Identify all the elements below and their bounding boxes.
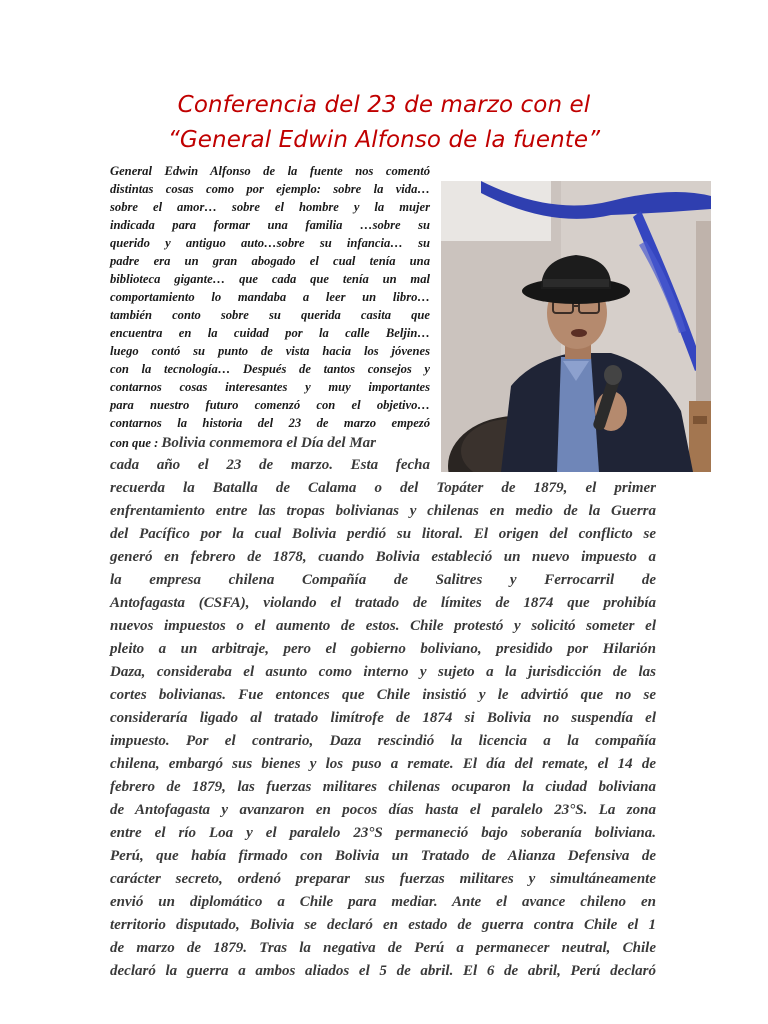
text-line: Perú, que había firmado con Bolivia un Tratado de Alianza Defensiva de (110, 848, 656, 864)
text-line: impuesto. Por el contrario, Daza rescindió la licencia a la compañía (110, 733, 656, 749)
text-line: indicada para formar una familia …sobre su (110, 218, 430, 232)
text-line: General Edwin Alfonso de la fuente nos comentó (110, 164, 430, 178)
text-line: febrero de 1879, las fuerzas militares chilenas ocuparon la ciudad boliviana (110, 779, 656, 795)
text-line: sobre el amor… sobre el hombre y la mujer (110, 200, 430, 214)
text-line: querido y antiguo auto…sobre su infancia… su (110, 236, 430, 250)
text-line: encuentra en la cuidad por la calle Beljin… (110, 326, 430, 340)
document-title-line-1: Conferencia del 23 de marzo con el (177, 92, 591, 118)
text-line-small-part: con que : (110, 436, 162, 450)
text-line: contarnos la historia del 23 de marzo empezó (110, 416, 430, 430)
text-line: comportamiento lo mandaba a leer un libro… (110, 290, 430, 304)
text-line: también conto sobre su querida casita que (110, 308, 430, 322)
text-line: distintas cosas como por ejemplo: sobre la vida… (110, 182, 430, 196)
text-line: generó en febrero de 1878, cuando Bolivia estableció un nuevo impuesto a (110, 549, 656, 565)
text-line: para nuestro futuro comenzó con el objetivo… (110, 398, 430, 412)
text-line-large-part: Bolivia conmemora el Día del Mar (161, 435, 376, 451)
document-title-line-2: “General Edwin Alfonso de la fuente” (167, 127, 601, 153)
speaker-photo (441, 181, 711, 472)
text-line: Antofagasta (CSFA), violando el tratado de límites de 1874 que prohibía (110, 595, 656, 611)
text-line: consideraría ligado al tratado limítrofe de 1874 si Bolivia no suspendía el (110, 710, 656, 726)
text-line: Daza, consideraba el asunto como interno y sujeto a la jurisdicción de las (110, 664, 656, 680)
text-line: envió un diplomático a Chile para mediar. Ante el avance chileno en (110, 894, 656, 910)
text-line: declaró la guerra a ambos aliados el 5 de abril. El 6 de abril, Perú declaró (110, 963, 656, 979)
text-line: chilena, embargó sus bienes y los puso a remate. El día del remate, el 14 de (110, 756, 656, 772)
text-line: entre el río Loa y el paralelo 23°S permaneció bajo soberanía boliviana. (110, 825, 656, 841)
text-line: enfrentamiento entre las tropas bolivianas y chilenas en medio de la Guerra (110, 503, 656, 519)
text-line: con la tecnología… Después de tantos consejos y (110, 362, 430, 376)
text-line: del Pacífico por la cual Bolivia perdió su litoral. El origen del conflicto se (110, 526, 656, 542)
text-line: cada año el 23 de marzo. Esta fecha (110, 457, 430, 473)
text-line: recuerda la Batalla de Calama o del Topáter de 1879, el primer (110, 480, 656, 496)
text-line: la empresa chilena Compañía de Salitres y Ferrocarril de (110, 572, 656, 588)
text-line: carácter secreto, ordenó preparar sus fuerzas militares y simultáneamente (110, 871, 656, 887)
text-line: luego contó su punto de vista hacia los jóvenes (110, 344, 430, 358)
text-line: nuevos impuestos o el aumento de estos. Chile protestó y solicitó someter el (110, 618, 656, 634)
text-line: padre era un gran abogado el cual tenía una (110, 254, 430, 268)
text-line: de marzo de 1879. Tras la negativa de Perú a permanecer neutral, Chile (110, 940, 656, 956)
text-line: territorio disputado, Bolivia se declaró en estado de guerra contra Chile el 1 (110, 917, 656, 933)
text-line: de Antofagasta y avanzaron en pocos días hasta el paralelo 23°S. La zona (110, 802, 656, 818)
text-line: pleito a un arbitraje, pero el gobierno boliviano, presidido por Hilarión (110, 641, 656, 657)
text-line: cortes bolivianas. Fue entonces que Chile insistió y le advirtió que no se (110, 687, 656, 703)
text-line: biblioteca gigante… que cada que tenía un mal (110, 272, 430, 286)
text-line-mixed (110, 433, 430, 453)
text-line: contarnos cosas interesantes y muy importantes (110, 380, 430, 394)
